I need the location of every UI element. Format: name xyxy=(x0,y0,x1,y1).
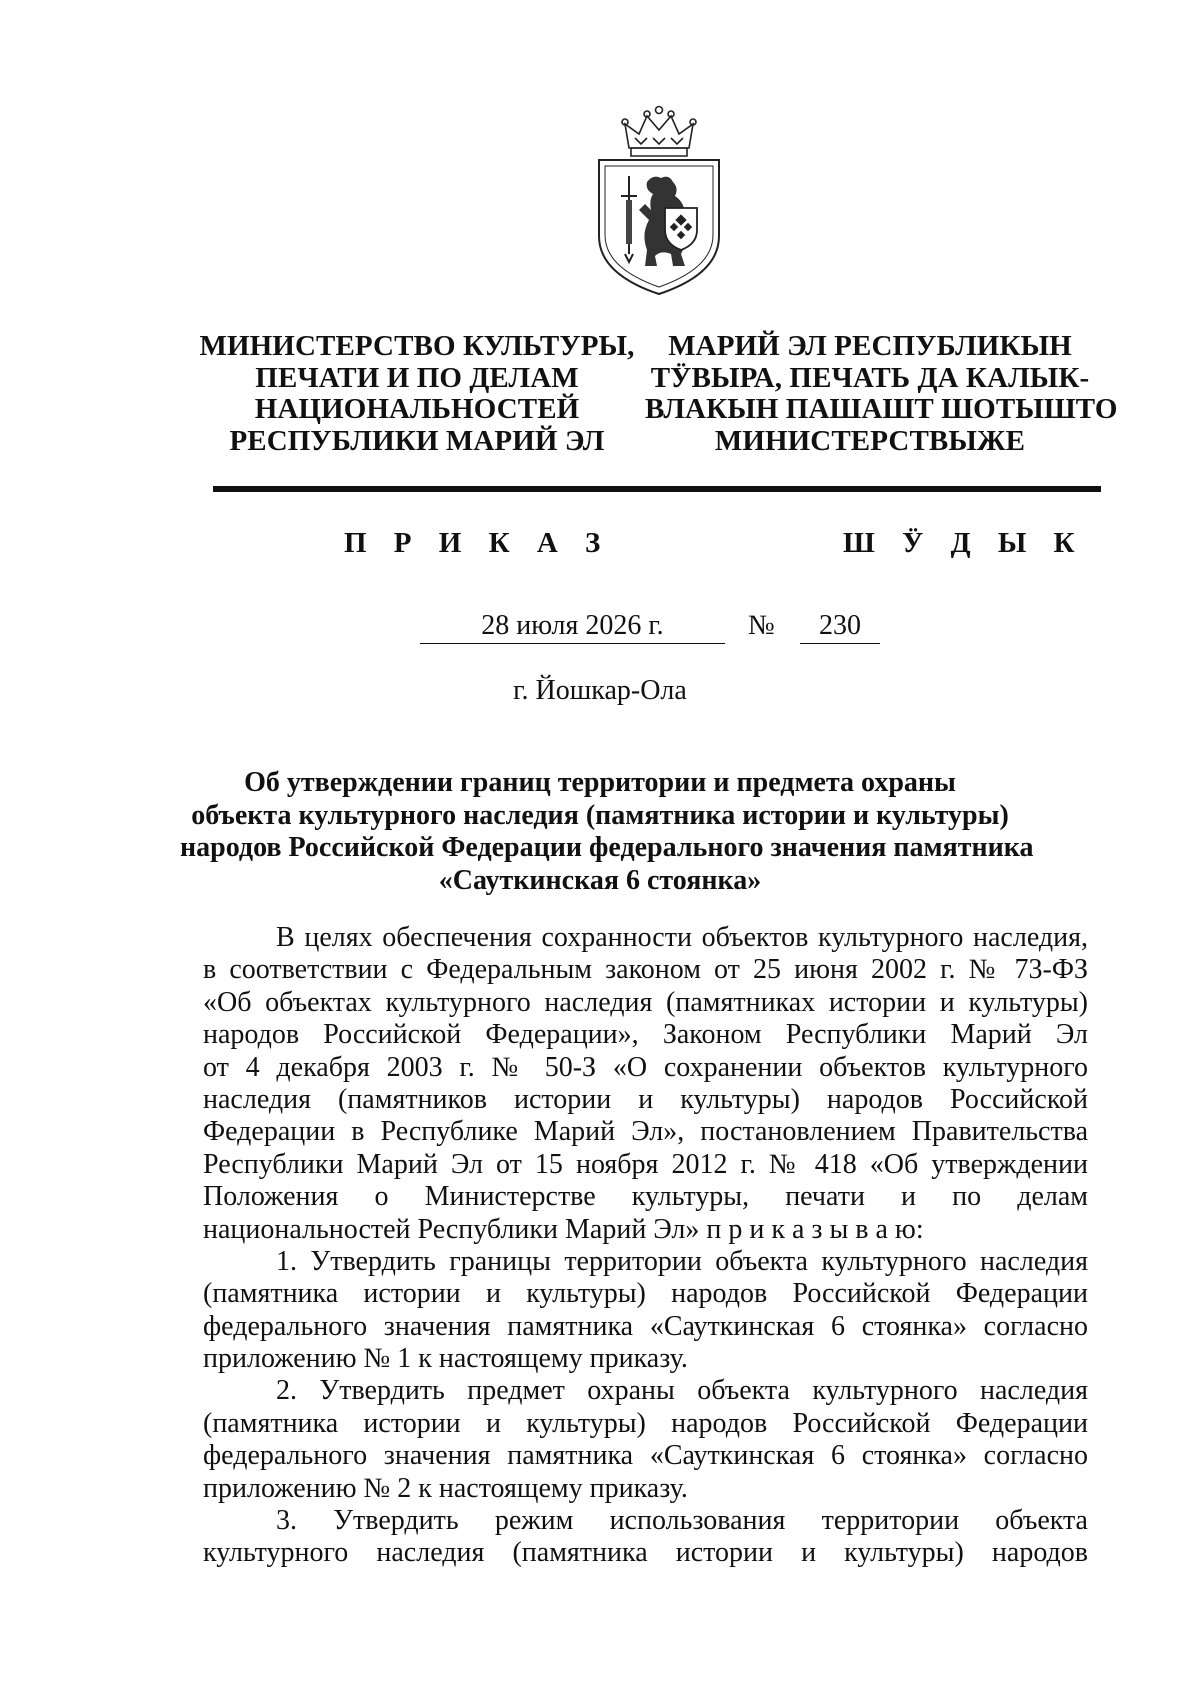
document-number: 230 xyxy=(800,610,880,644)
body-line: Федерации в Республике Марий Эл», постановлением Правительства xyxy=(203,1116,1088,1148)
title-line: Об утверждении границ территории и предмета охраны xyxy=(244,767,956,798)
body-line: 3. Утвердить режим использования территории объекта xyxy=(276,1505,1088,1537)
org-name-line: ПЕЧАТИ И ПО ДЕЛАМ xyxy=(255,361,579,394)
org-name-line: ВЛАКЫН ПАШАШТ ШОТЫШТО xyxy=(645,393,1118,425)
date-number-row xyxy=(0,610,1200,650)
document-body xyxy=(203,922,1088,1570)
org-name-line: МИНИСТЕРСТВО КУЛЬТУРЫ, xyxy=(199,330,635,362)
coat-of-arms-icon xyxy=(595,104,723,296)
title-line: «Сауткинская 6 стоянка» xyxy=(438,864,762,896)
body-line: от 4 декабря 2003 г. № 50-З «О сохранении объектов культурного xyxy=(203,1051,1088,1083)
number-sign: № xyxy=(748,610,775,641)
header-divider xyxy=(213,486,1101,492)
doc-type-russian: П Р И К А З xyxy=(344,527,611,559)
org-name-line: МИНИСТЕРСТВЫЖЕ xyxy=(714,424,1026,457)
body-line: приложению № 1 к настоящему приказу. xyxy=(203,1343,688,1375)
body-line: культурного наследия (памятника истории и культуры) народов xyxy=(203,1537,1088,1569)
body-line: наследия (памятников истории и культуры) народов Российской xyxy=(203,1083,1088,1115)
body-line: национальностей Республики Марий Эл» п р и к а з ы в а ю: xyxy=(203,1213,924,1245)
org-name-mari xyxy=(645,330,1118,457)
body-line: «Об объектах культурного наследия (памятниках истории и культуры) xyxy=(203,986,1088,1018)
body-line: В целях обеспечения сохранности объектов культурного наследия, xyxy=(276,922,1088,953)
doc-type-mari: Ш Ӱ Д Ы К xyxy=(843,527,1085,559)
body-line: Положения о Министерстве культуры, печати и по делам xyxy=(203,1181,1088,1213)
body-line: приложению № 2 к настоящему приказу. xyxy=(203,1472,688,1504)
title-line: объекта культурного наследия (памятника истории и культуры) xyxy=(191,799,1009,831)
document-date: 28 июля 2026 г. xyxy=(420,610,725,644)
org-name-line: НАЦИОНАЛЬНОСТЕЙ xyxy=(254,393,580,425)
org-name-line: МАРИЙ ЭЛ РЕСПУБЛИКЫН xyxy=(668,330,1072,362)
org-name-line: РЕСПУБЛИКИ МАРИЙ ЭЛ xyxy=(229,424,605,457)
title-line: народов Российской Федерации федерального значения памятника xyxy=(180,832,1034,863)
document-city: г. Йошкар-Ола xyxy=(513,675,687,706)
body-line: федерального значения памятника «Сауткинская 6 стоянка» согласно xyxy=(203,1310,1088,1342)
org-name-line: ТӰВЫРА, ПЕЧАТЬ ДА КАЛЫК- xyxy=(650,361,1090,394)
body-line: федерального значения памятника «Сауткинская 6 стоянка» согласно xyxy=(203,1440,1088,1472)
document-title xyxy=(180,767,1034,897)
body-line: народов Российской Федерации», Законом Республики Марий Эл xyxy=(203,1019,1088,1051)
body-line: в соответствии с Федеральным законом от 25 июня 2002 г. № 73-ФЗ xyxy=(203,954,1088,986)
body-line: (памятника истории и культуры) народов Российской Федерации xyxy=(203,1407,1088,1439)
body-line: (памятника истории и культуры) народов Российской Федерации xyxy=(203,1278,1088,1310)
body-line: 2. Утвердить предмет охраны объекта культурного наследия xyxy=(276,1375,1088,1407)
org-name-russian xyxy=(192,331,642,457)
body-line: Республики Марий Эл от 15 ноября 2012 г. № 418 «Об утверждении xyxy=(203,1148,1088,1180)
body-line: 1. Утвердить границы территории объекта культурного наследия xyxy=(276,1245,1088,1277)
